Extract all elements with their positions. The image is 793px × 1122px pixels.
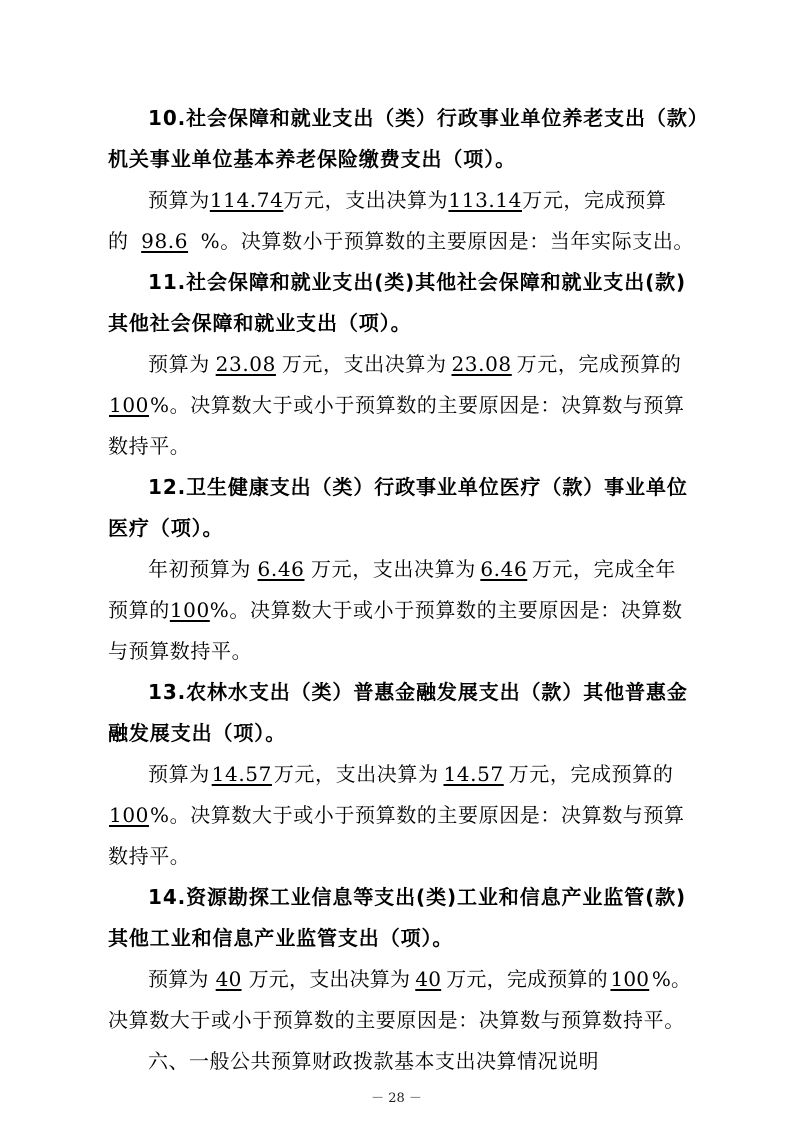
text-fragment: 万元，完成预算的: [516, 352, 682, 376]
text-fragment: 万元，支出决算为: [281, 352, 447, 376]
item-14-paragraph-line1: [148, 964, 698, 994]
final-value: 23.08: [451, 352, 512, 376]
text-fragment: 预算为: [148, 188, 210, 212]
text-fragment: 万元，支出决算为: [283, 188, 449, 212]
text-fragment: 万元，支出决算为: [311, 557, 476, 581]
completion-rate: 98.6: [141, 229, 189, 253]
text-fragment: 万元，完成全年: [531, 557, 677, 581]
text-fragment: 预算为: [148, 967, 209, 991]
item-14-heading-line1: 14.资源勘探工业信息等支出(类)工业和信息产业监管(款): [148, 885, 687, 909]
item-11-heading-line1: 11.社会保障和就业支出(类)其他社会保障和就业支出(款): [148, 270, 687, 294]
item-13-heading-line2: 融发展支出（项）。: [108, 721, 287, 745]
item-14-heading-line2: 其他工业和信息产业监管支出（项）。: [108, 926, 454, 950]
text-fragment: 年初预算为: [148, 557, 251, 581]
item-13-paragraph-line1: [148, 759, 698, 789]
item-13-heading-line1: 13.农林水支出（类）普惠金融发展支出（款）其他普惠金: [148, 680, 688, 704]
text-fragment: 预算的: [108, 598, 170, 622]
budget-value: 114.74: [209, 188, 284, 212]
item-12-paragraph-line1: [148, 554, 698, 584]
item-11-paragraph-line1: [148, 349, 698, 379]
budget-value: 14.57: [211, 762, 272, 786]
item-11-heading-line2: 其他社会保障和就业支出（项）。: [108, 311, 412, 335]
text-fragment: %。决算数大于或小于预算数的主要原因是：决算数与预算: [150, 393, 685, 417]
text-fragment: %。决算数大于或小于预算数的主要原因是：决算数与预算: [150, 803, 685, 827]
text-fragment: %。决算数大于或小于预算数的主要原因是：决算数: [209, 598, 683, 622]
item-13-paragraph-line3: 数持平。: [108, 844, 191, 868]
item-12-heading-line1: 12.卫生健康支出（类）行政事业单位医疗（款）事业单位: [148, 475, 688, 499]
budget-value: 23.08: [215, 352, 276, 376]
item-10-paragraph-line1: [148, 185, 698, 215]
text-fragment: %。决算数小于预算数的主要原因是：当年实际支出。: [200, 229, 695, 253]
text-fragment: 万元，完成预算: [522, 188, 667, 212]
text-fragment: 预算为: [148, 352, 210, 376]
completion-rate: 100: [109, 803, 149, 827]
budget-value: 6.46: [257, 557, 305, 581]
text-fragment: 的: [108, 229, 129, 253]
item-13-paragraph-line2: [108, 800, 698, 830]
completion-rate: 100: [109, 393, 149, 417]
section-heading: 六、一般公共预算财政拨款基本支出决算情况说明: [148, 1049, 599, 1073]
item-12-paragraph-line2: [108, 595, 698, 625]
text-fragment: 万元，完成预算的: [446, 967, 608, 991]
text-fragment: 万元，完成预算的: [508, 762, 674, 786]
text-fragment: 预算为: [148, 762, 210, 786]
completion-rate: 100: [169, 598, 210, 622]
text-fragment: %。: [651, 967, 692, 991]
item-10-heading-line1: 10.社会保障和就业支出（类）行政事业单位养老支出（款）: [148, 106, 709, 130]
final-value: 6.46: [480, 557, 528, 581]
text-fragment: 万元，支出决算为: [248, 967, 411, 991]
final-value: 113.14: [448, 188, 523, 212]
item-14-paragraph-line2: 决算数大于或小于预算数的主要原因是：决算数与预算数持平。: [108, 1008, 685, 1032]
page-number: － 28 －: [371, 1091, 422, 1106]
budget-value: 40: [215, 967, 242, 991]
final-value: 14.57: [443, 762, 504, 786]
item-10-paragraph-line2: [108, 226, 698, 256]
final-value: 40: [415, 967, 442, 991]
item-10-heading-line2: 机关事业单位基本养老保险缴费支出（项）。: [108, 147, 516, 171]
item-12-paragraph-line3: 与预算数持平。: [108, 639, 253, 663]
item-11-paragraph-line3: 数持平。: [108, 434, 191, 458]
text-fragment: 万元，支出决算为: [273, 762, 439, 786]
item-12-heading-line2: 医疗（项）。: [108, 516, 224, 540]
completion-rate: 100: [610, 967, 650, 991]
item-11-paragraph-line2: [108, 390, 698, 420]
